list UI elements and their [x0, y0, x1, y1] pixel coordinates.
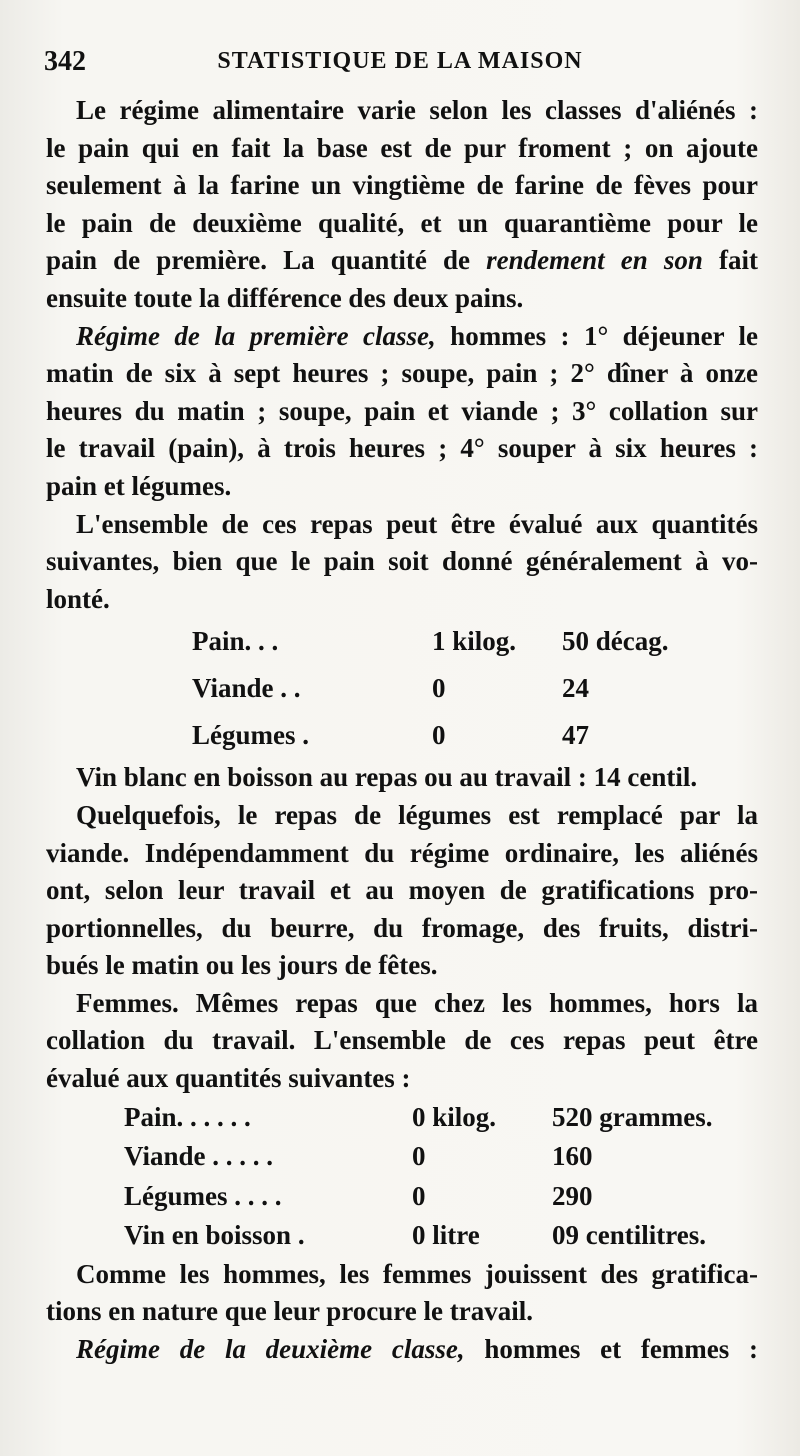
table-cell-qty: 160	[552, 1141, 593, 1172]
table-cell-item: Légumes .	[192, 720, 309, 751]
table-cell-qty: 0	[432, 673, 446, 704]
text-line: suivantes, bien que le pain soit donné généralement à vo-	[46, 546, 758, 577]
text-segment: pain de première. La quantité de	[46, 245, 470, 276]
table-cell-qty: 1 kilog.	[432, 626, 517, 657]
table-cell-qty: 09 centilitres.	[552, 1220, 706, 1251]
table-cell-qty: 24	[562, 673, 589, 704]
text-line: viande. Indépendamment du régime ordinaire, les aliénés	[46, 837, 758, 868]
text-segment: fait	[719, 245, 759, 276]
text-line: ensuite toute la différence des deux pains.	[46, 282, 524, 313]
italic-term: rendement en son	[486, 245, 703, 276]
text-line: lonté.	[46, 583, 110, 614]
table-cell-qty: 50 décag.	[562, 626, 669, 657]
table-cell-qty: 0 litre	[412, 1220, 480, 1251]
text-line	[46, 1331, 758, 1369]
text-line: Le régime alimentaire varie selon les classes d'aliénés :	[76, 95, 758, 125]
table-cell-item: Pain. . . . . .	[124, 1101, 251, 1132]
table-cell-qty: 0	[432, 720, 446, 751]
table-row	[46, 1216, 758, 1256]
text-line: pain et légumes.	[46, 470, 232, 501]
table-cell-item: Vin en boisson .	[124, 1220, 305, 1251]
table-cell-item: Pain. . .	[192, 626, 279, 657]
running-title: STATISTIQUE DE LA MAISON	[217, 48, 583, 74]
text-line: ont, selon leur travail et au moyen de gratifications pro-	[46, 875, 758, 906]
text-line: Quelquefois, le repas de légumes est remplacé par la	[76, 799, 758, 830]
text-line: Femmes. Mêmes repas que chez les hommes, hors la	[76, 987, 758, 1018]
page-number: 342	[44, 46, 86, 77]
text-line: bués le matin ou les jours de fêtes.	[46, 950, 438, 981]
text-line	[46, 242, 758, 280]
text-line: seulement à la farine un vingtième de farine de fèves pour	[46, 170, 758, 201]
table-row	[46, 1177, 758, 1217]
table-cell-qty: 0	[412, 1141, 426, 1172]
italic-heading: Régime de la première classe,	[76, 320, 436, 351]
text-line: Vin blanc en boisson au repas ou au travail : 14 centil.	[76, 762, 698, 793]
text-line: évalué aux quantités suivantes :	[46, 1063, 411, 1094]
text-line	[46, 318, 758, 356]
text-line: heures du matin ; soupe, pain et viande ; 3° collation sur	[46, 395, 758, 426]
text-line: matin de six à sept heures ; soupe, pain ; 2° dîner à onze	[46, 358, 758, 389]
text-segment: hommes : 1° déjeuner le	[450, 320, 759, 351]
page-body	[46, 92, 758, 1368]
table-row	[46, 1137, 758, 1177]
table-cell-qty: 290	[552, 1180, 593, 1211]
table-row	[46, 618, 758, 665]
text-line: tions en nature que leur procure le travail.	[46, 1296, 533, 1327]
text-line: le travail (pain), à trois heures ; 4° souper à six heures :	[46, 433, 758, 464]
table-row	[46, 712, 758, 759]
table-cell-qty: 0 kilog.	[412, 1101, 497, 1132]
table-cell-item: Viande . . . . .	[124, 1141, 274, 1172]
italic-heading: Régime de la deuxième classe,	[76, 1333, 465, 1364]
table-cell-item: Viande . .	[192, 673, 301, 704]
text-line: collation du travail. L'ensemble de ces repas peut être	[46, 1025, 758, 1056]
table-row	[46, 665, 758, 712]
table-cell-item: Légumes . . . .	[124, 1180, 282, 1211]
table-cell-qty: 520 grammes.	[552, 1101, 713, 1132]
table-cell-qty: 0	[412, 1180, 426, 1211]
text-line: L'ensemble de ces repas peut être évalué aux quantités	[76, 508, 758, 539]
page-header	[44, 40, 756, 80]
ration-table-men	[46, 618, 758, 759]
table-row	[46, 1098, 758, 1138]
text-segment: hommes et femmes :	[484, 1333, 759, 1364]
text-line: le pain qui en fait la base est de pur froment ; on ajoute	[46, 132, 758, 163]
text-line: portionnelles, du beurre, du fromage, des fruits, distri-	[46, 912, 758, 943]
text-line: Comme les hommes, les femmes jouissent des gratifica-	[76, 1258, 758, 1289]
table-cell-qty: 47	[562, 720, 589, 751]
text-line: le pain de deuxième qualité, et un quarantième pour le	[46, 207, 758, 238]
ration-table-women	[46, 1098, 758, 1256]
